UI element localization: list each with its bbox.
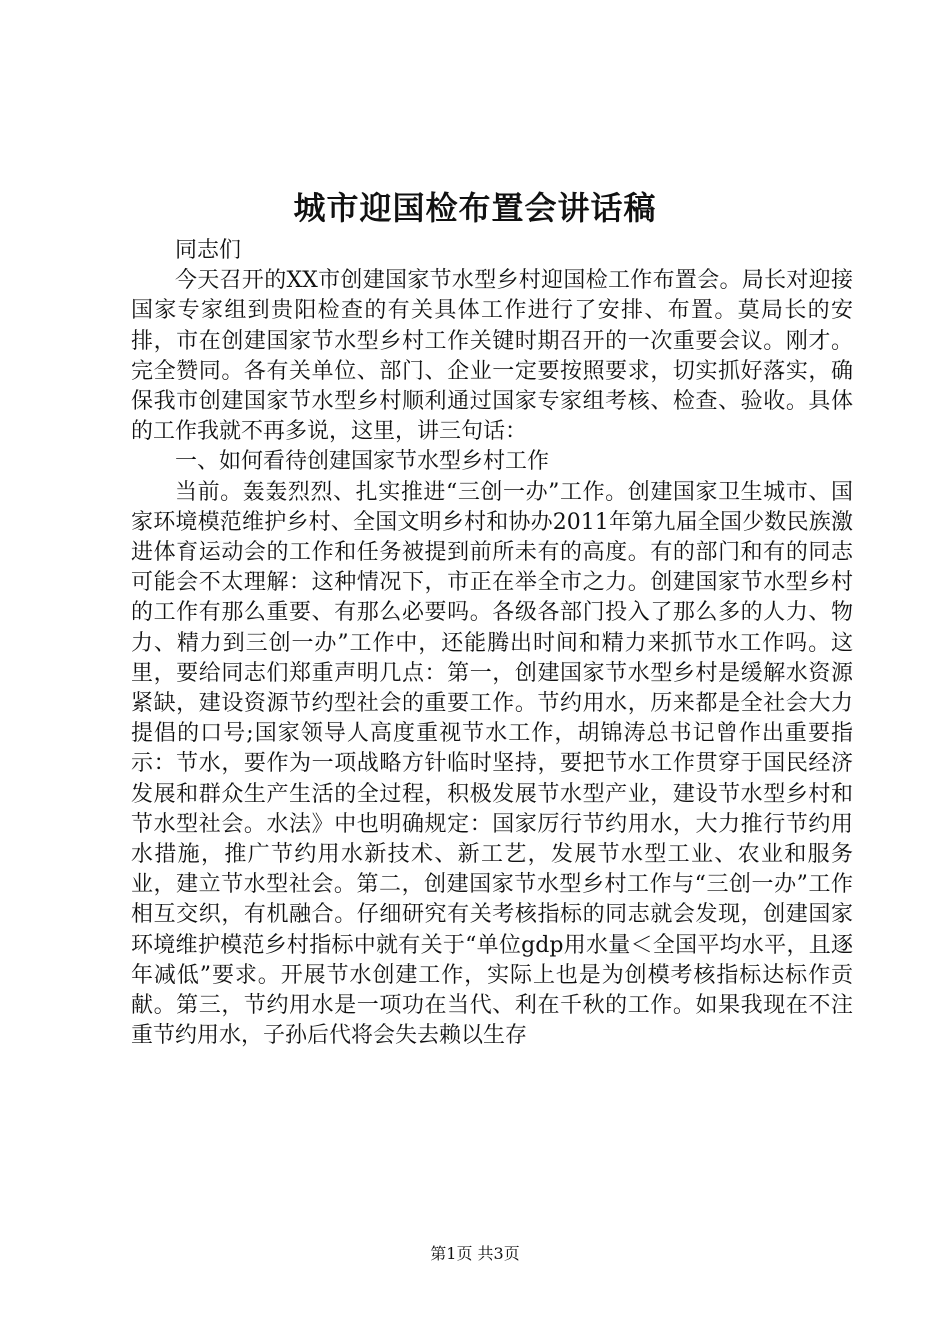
paragraph: 当前。轰轰烈烈、扎实推进“三创一办”工作。创建国家卫生城市、国家环境模范维护乡村、全国文明乡村和协办2011年第九届全国少数民族激进体育运动会的工作和任务被提到前所未有的高度。有的部门和有的同志可能会不太理解：这种情况下，市正在举全市之力。创建国家节水型乡村的工作有那么重要、有那么必要吗。各级各部门投入了那么多的人力、物力、精力到三创一办”工作中，还能腾出时间和精力来抓节水工作吗。这里，要给同志们郑重声明几点：第一，创建国家节水型乡村是缓解水资源紧缺，建设资源节约型社会的重要工作。节约用水，历来都是全社会大力提倡的口号;国家领导人高度重视节水工作，胡锦涛总书记曾作出重要指示：节水，要作为一项战略方针临时坚持，要把节水工作贯穿于国民经济发展和群众生产生活的全过程，积极发展节水型产业，建设节水型乡村和节水型社会。水法》中也明确规定：国家厉行节约用水，大力推行节约用水措施，推广节约用水新技术、新工艺，发展节水型工业、农业和服务业，建立节水型社会。第二，创建国家节水型乡村工作与“三创一办”工作相互交织，有机融合。仔细研究有关考核指标的同志就会发现，创建国家环境维护模范乡村指标中就有关于“单位gdp用水量＜全国平均水平，且逐年减低”要求。开展节水创建工作，实际上也是为创模考核指标达标作贡献。第三，节约用水是一项功在当代、利在千秋的工作。如果我现在不注重节约用水，子孙后代将会失去赖以生存 [131, 479, 853, 1049]
salutation: 同志们 [175, 238, 242, 263]
page-number-footer: 第1页 共3页 [430, 1244, 520, 1263]
paragraph: 今天召开的XX市创建国家节水型乡村迎国检工作布置会。局长对迎接国家专家组到贵阳检查的有关具体工作进行了安排、布置。莫局长的安排，市在创建国家节水型乡村工作关键时期召开的一次重要会议。刚才。完全赞同。各有关单位、部门、企业一定要按照要求，切实抓好落实，确保我市创建国家节水型乡村顺利通过国家专家组考核、检查、验收。具体的工作我就不再多说，这里，讲三句话： [131, 268, 853, 445]
document-body [131, 236, 853, 1051]
document-title: 城市迎国检布置会讲话稿 [293, 189, 657, 227]
section-heading: 一、如何看待创建国家节水型乡村工作 [175, 449, 550, 475]
